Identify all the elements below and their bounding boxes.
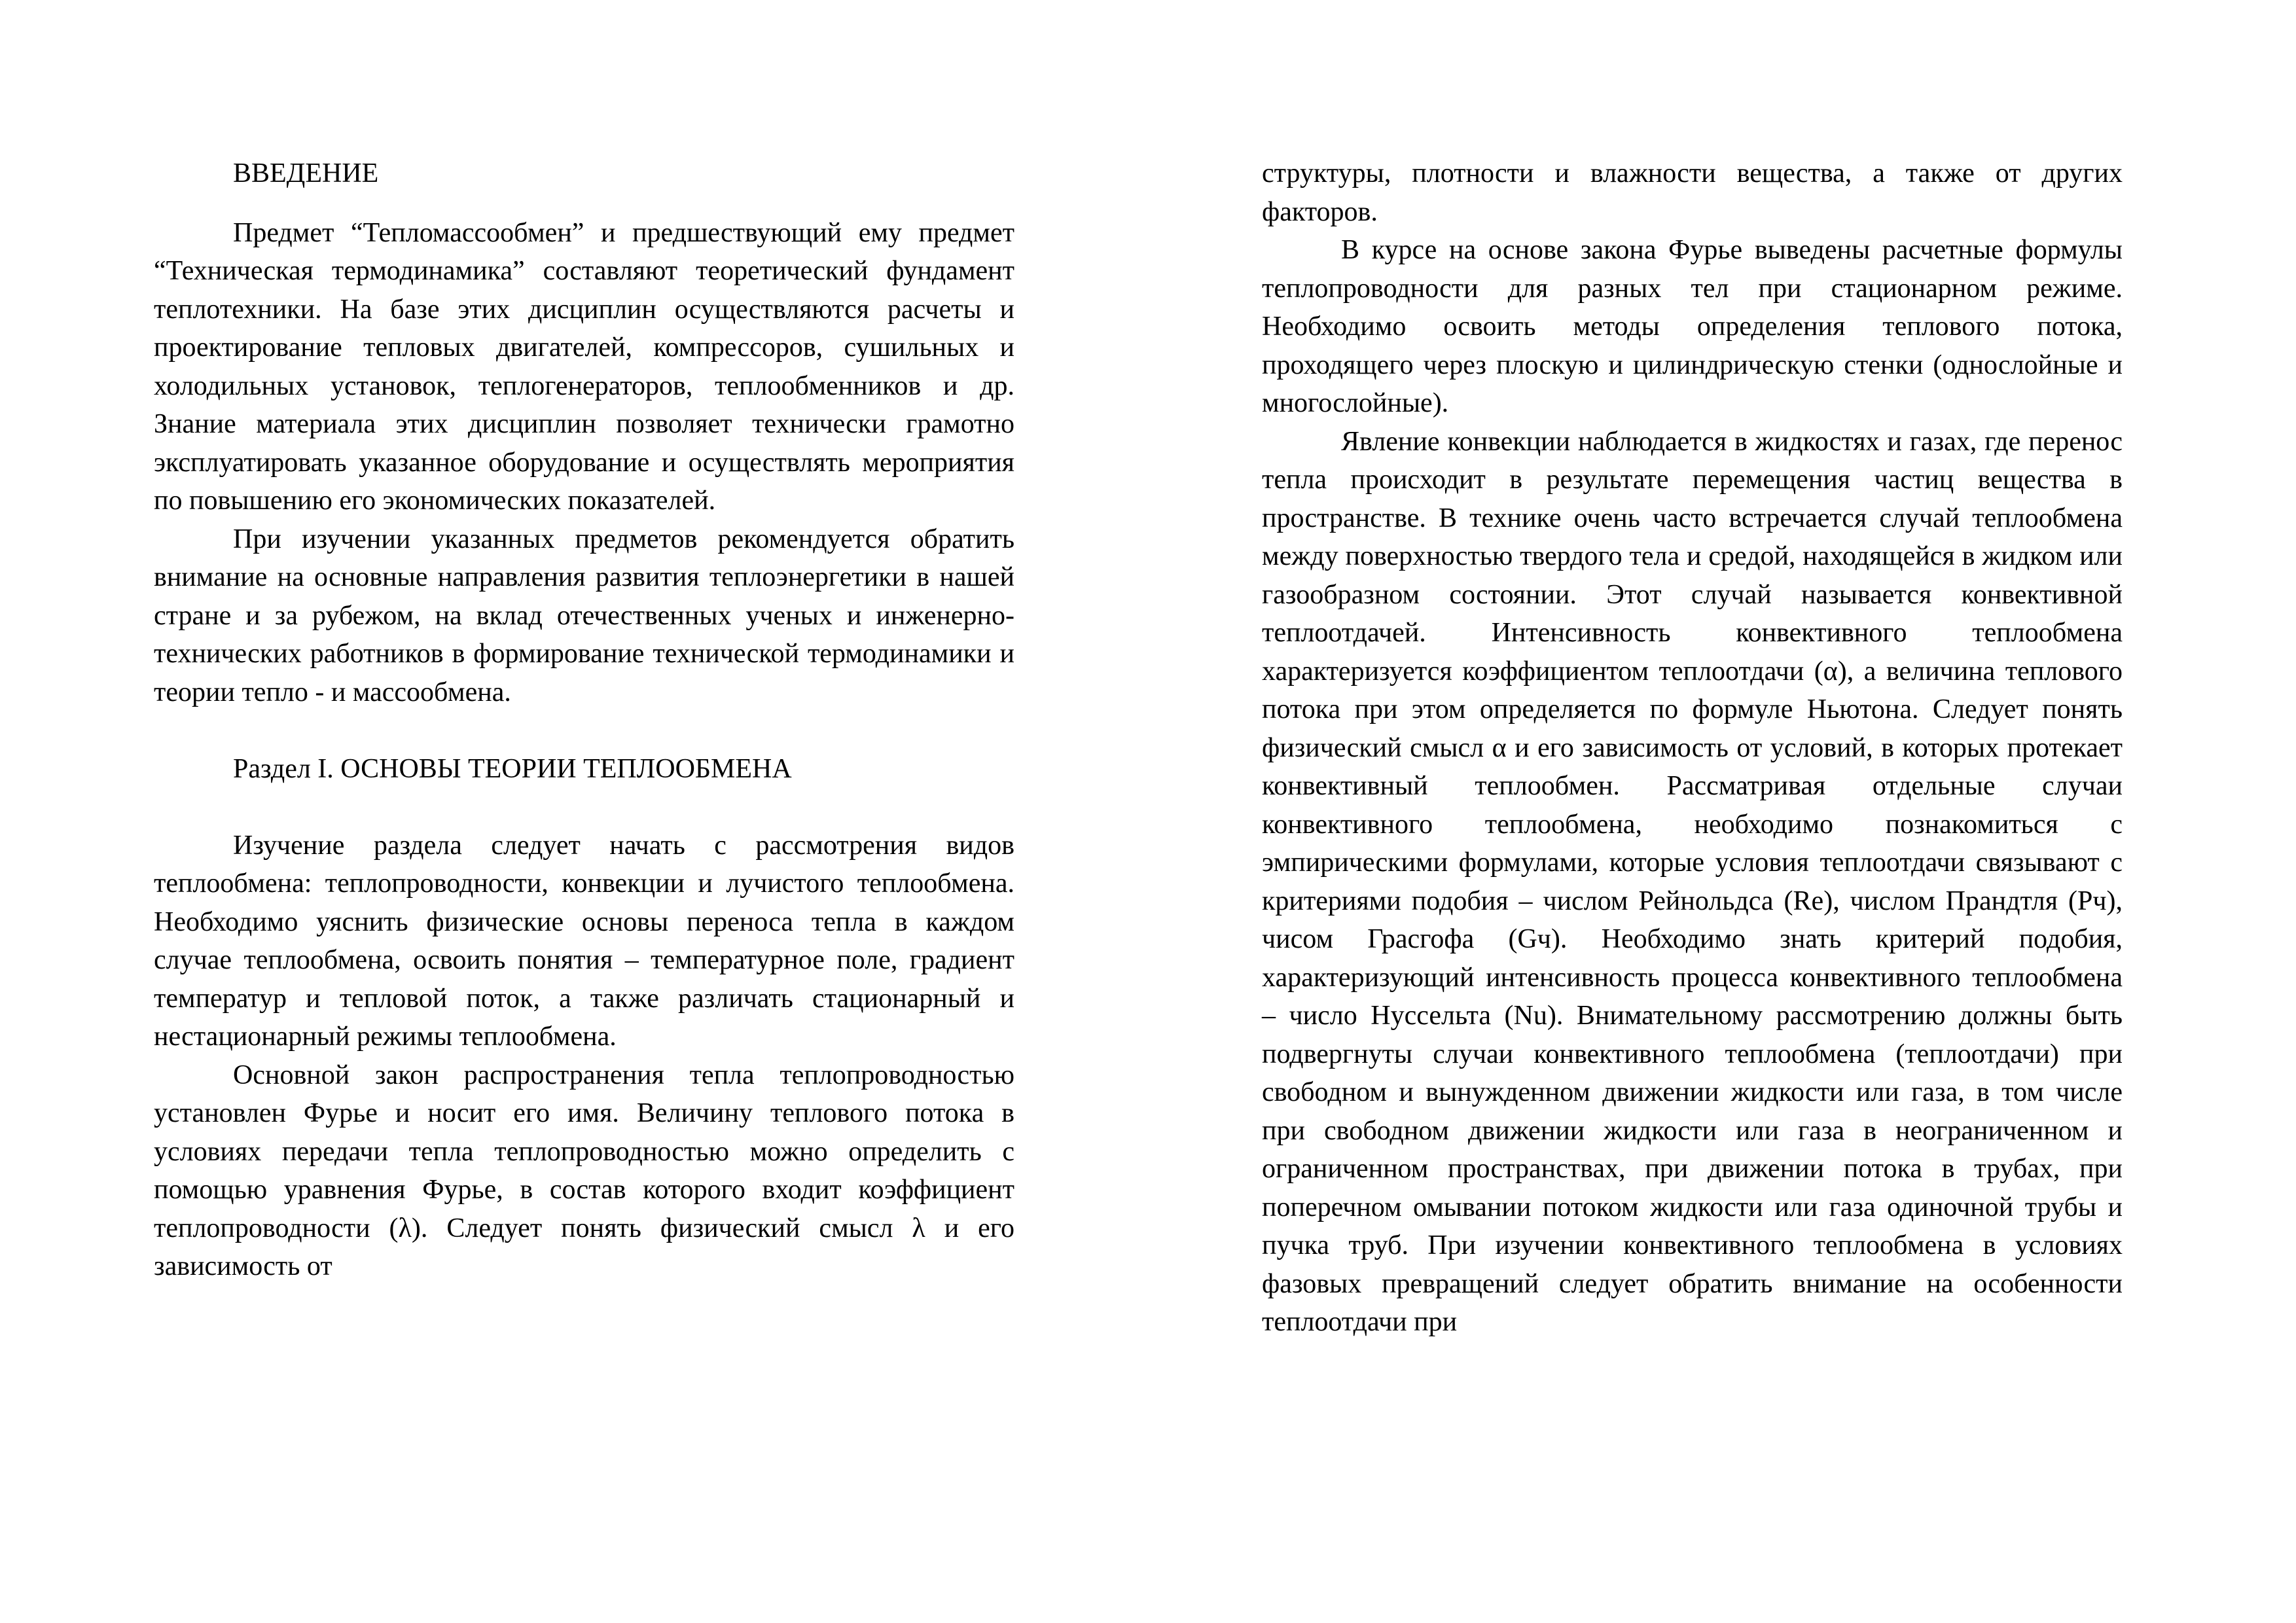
- intro-paragraph-2: При изучении указанных предметов рекомендуется обратить внимание на основные направления развития теплоэнергетики в нашей стране и за рубежом, на вклад отечественных ученых и инженерно-технических работников в формирование технической термодинамики и теории тепло - и массообмена.: [154, 524, 1014, 707]
- section-heading: Раздел I. ОСНОВЫ ТЕОРИИ ТЕПЛООБМЕНА: [233, 753, 792, 784]
- spacer: [154, 193, 1014, 214]
- intro-paragraph-1: Предмет “Тепломассообмен” и предшествующий ему предмет “Техническая термодинамика” составляют теоретический фундамент теплотехники. На базе этих дисциплин осуществляются расчеты и проектирование тепловых двигателей, компрессоров, сушильных и холодильных установок, теплогенераторов, теплообменников и др. Знание материала этих дисциплин позволяет технически грамотно эксплуатировать указанное оборудование и осуществлять мероприятия по повышению его экономических показателей.: [154, 217, 1014, 516]
- continuation-paragraph: структуры, плотности и влажности вещества, а также от других факторов.: [1262, 158, 2123, 227]
- left-text-column: [154, 154, 1014, 1286]
- right-paragraph-2: Явление конвекции наблюдается в жидкостях и газах, где перенос тепла происходит в результате перемещения частиц вещества в пространстве. В технике очень часто встречается случай теплообмена между поверхностью твердого тела и средой, находящейся в жидком или газообразном состоянии. Этот случай называется конвективной теплоотдачей. Интенсивность конвективного теплообмена характеризуется коэффициентом теплоотдачи (α), а величина теплового потока при этом определяется по формуле Ньютона. Следует понять физический смысл α и его зависимость от условий, в которых протекает конвективный теплообмен. Рассматривая отдельные случаи конвективного теплообмена, необходимо познакомиться с эмпирическими формулами, которые условия теплоотдачи связывают с критериями подобия – числом Рейнольдса (Re), числом Прандтля (Pч), чисом Грасгофа (Gч). Необходимо знать критерий подобия, характеризующий интенсивность процесса конвективного теплообмена – число Нуссельта (Nu). Внимательному рассмотрению должны быть подвергнуты случаи конвективного теплообмена (теплоотдачи) при свободном и вынужденном движении жидкости или газа, в том числе при свободном движении жидкости или газа в неограниченном и ограниченном пространствах, при движении потока в трубах, при поперечном омывании потоком жидкости или газа одиночной трубы и пучка труб. При изучении конвективного теплообмена в условиях фазовых превращений следует обратить внимание на особенности теплоотдачи при: [1262, 426, 2123, 1337]
- right-paragraph-1: В курсе на основе закона Фурье выведены расчетные формулы теплопроводности для разных тел при стационарном режиме. Необходимо освоить методы определения теплового потока, проходящего через плоскую и цилиндрическую стенки (однослойные и многослойные).: [1262, 235, 2123, 418]
- section-paragraph-1: Изучение раздела следует начать с рассмотрения видов теплообмена: теплопроводности, конвекции и лучистого теплообмена. Необходимо уяснить физические основы переноса тепла в каждом случае теплообмена, освоить понятия – температурное поле, градиент температур и тепловой поток, а также различать стационарный и нестационарный режимы теплообмена.: [154, 830, 1014, 1052]
- intro-heading: ВВЕДЕНИЕ: [233, 158, 379, 188]
- spacer: [154, 788, 1014, 827]
- right-page: [1148, 0, 2296, 1623]
- spacer: [154, 711, 1014, 750]
- right-text-column: [1262, 154, 2123, 1342]
- section-paragraph-2: Основной закон распространения тепла теплопроводностью установлен Фурье и носит его имя. Величину теплового потока в условиях передачи тепла теплопроводностью можно определить с помощью уравнения Фурье, в состав которого входит коэффициент теплопроводности (λ). Следует понять физический смысл λ и его зависимость от: [154, 1060, 1014, 1281]
